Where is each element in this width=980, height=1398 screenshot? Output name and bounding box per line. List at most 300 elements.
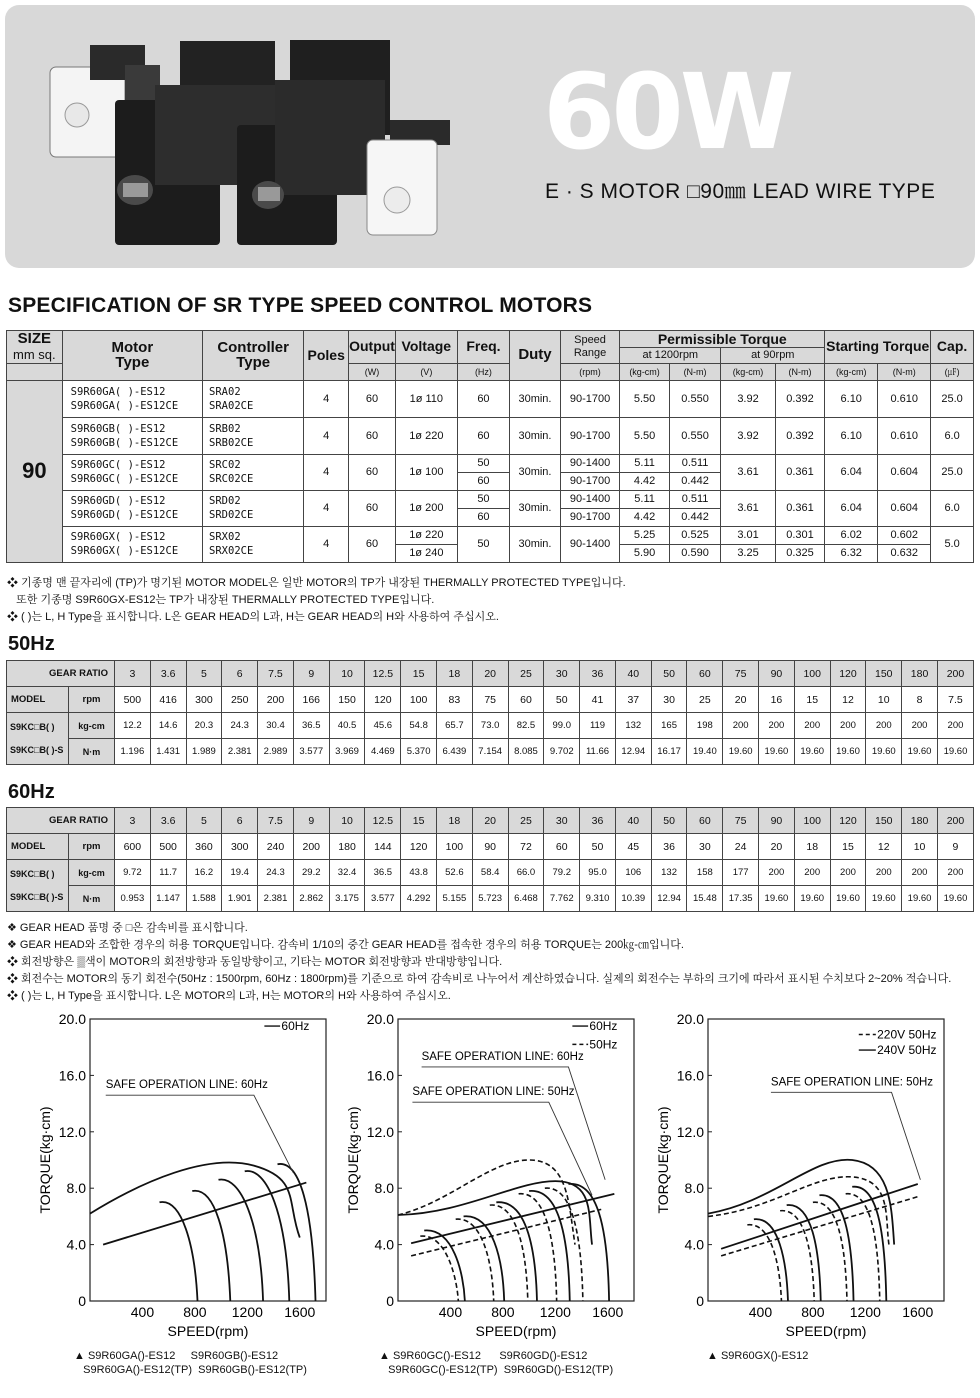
- spec-table: [6, 330, 974, 563]
- spec-row: [7, 526, 974, 544]
- spec-row: [7, 454, 974, 472]
- ratio-cell: 7.5: [937, 687, 973, 713]
- ratio-cell: 90: [472, 834, 508, 860]
- ratio-cell: 2.381: [222, 739, 258, 765]
- ratio-cell: 19.4: [222, 860, 258, 886]
- ratio-cell: 3.969: [329, 739, 365, 765]
- model-name: S9KC□B( ): [10, 721, 55, 732]
- y-tick-label: 12.0: [676, 1123, 704, 1140]
- speed-value: 90-1400: [560, 454, 620, 472]
- torque-curve-main: [90, 1163, 300, 1238]
- note-line: ❖ GEAR HEAD 품명 중 □은 감속비를 표시합니다.: [7, 922, 248, 934]
- ratio-cell: 158: [687, 860, 723, 886]
- ratio-cell: 7.5: [258, 661, 294, 687]
- poles-value: 4: [304, 417, 349, 454]
- torque-graph-2: [338, 1005, 638, 1345]
- ratio-cell: 37: [615, 687, 651, 713]
- hdr-permissible-torque: Permissible Torque: [620, 331, 825, 348]
- torque-graph-1: [30, 1005, 330, 1345]
- hdr-size: SIZE mm sq.: [7, 331, 63, 364]
- ratio-cell: 25: [508, 808, 544, 834]
- motor-type: S9R60GX( )-ES12CE: [70, 545, 179, 557]
- note-line: ❖ 기종명 맨 끝자리에 (TP)가 명기된 MOTOR MODEL은 일반 MOTOR의 TP가 내장된 THERMALLY PROTECTED TYPE입니다.: [7, 577, 626, 589]
- y-tick-label: 8.0: [684, 1180, 704, 1197]
- starting-torque-nm: 0.604: [878, 490, 931, 526]
- safe-line-pointer: [771, 1092, 920, 1179]
- ratio-cell: 6.439: [437, 739, 473, 765]
- torque-90-nm: 0.325: [775, 544, 825, 562]
- x-tick-label: 800: [801, 1304, 825, 1320]
- controller-type: SRA02: [209, 385, 241, 398]
- torque-1200-nm: 0.525: [669, 526, 720, 544]
- ratio-cell: 95.0: [580, 860, 616, 886]
- load-curve: [787, 1205, 821, 1301]
- ratio-cell: 72: [508, 834, 544, 860]
- controller-type-cell: [203, 490, 304, 526]
- hdr-kgcm-1200: (kg-cm): [620, 363, 670, 380]
- ratio-cell: 180: [902, 661, 938, 687]
- hdr-at-1200: at 1200rpm: [620, 348, 721, 363]
- hdr-freq-unit: (Hz): [457, 363, 510, 380]
- ratio-cell: 50: [580, 834, 616, 860]
- y-tick-label: 4.0: [66, 1236, 86, 1253]
- freq-value: 60: [457, 417, 510, 454]
- y-tick-label: 20.0: [58, 1011, 86, 1027]
- safe-line-label: SAFE OPERATION LINE: 60Hz: [105, 1079, 268, 1092]
- hdr-starting-torque: Starting Torque: [825, 331, 931, 364]
- ratio-cell: 12.5: [365, 661, 401, 687]
- controller-type-cell: [203, 454, 304, 490]
- ratio-cell: 10: [902, 834, 938, 860]
- y-tick-label: 16.0: [676, 1067, 704, 1084]
- ratio-cell: 11.66: [580, 739, 616, 765]
- spec-row: [7, 490, 974, 508]
- ratio-cell: 5: [186, 808, 222, 834]
- ratio-cell: 198: [687, 713, 723, 739]
- starting-torque-kgcm: 6.32: [825, 544, 878, 562]
- ratio-cell: 3.175: [329, 886, 365, 912]
- freq-value: 50: [457, 454, 510, 472]
- ratio-cell: 75: [723, 808, 759, 834]
- legend-label: 220V 50Hz: [877, 1027, 937, 1042]
- hero-banner: [5, 5, 975, 268]
- ratio-cell: 6: [222, 661, 258, 687]
- legend-label: 60Hz: [281, 1019, 310, 1034]
- ratio-cell: 3.6: [150, 808, 186, 834]
- ratio-cell: 7.762: [544, 886, 580, 912]
- torque-1200-kgcm: 5.25: [620, 526, 670, 544]
- note-line: ❖ GEAR HEAD와 조합한 경우의 허용 TORQUE입니다. 감속비 1/10의 중간 GEAR HEAD를 접속한 경우의 허용 TORQUE는 200㎏-㎝입니다.: [7, 939, 684, 951]
- notes-gear: [7, 920, 951, 1005]
- ratio-cell: 2.989: [258, 739, 294, 765]
- torque-90-kgcm: 3.92: [721, 380, 775, 417]
- hdr-voltage-unit: (V): [395, 363, 457, 380]
- controller-type-cell: [203, 526, 304, 562]
- ratio-cell: 10: [866, 687, 902, 713]
- controller-type: SRA02CE: [209, 399, 254, 412]
- ratio-cell: 5.370: [401, 739, 437, 765]
- ratio-cell: 9: [293, 661, 329, 687]
- ratio-cell: 75: [472, 687, 508, 713]
- ratio-cell: 250: [222, 687, 258, 713]
- ratio-cell: 177: [723, 860, 759, 886]
- ratio-cell: 16.2: [186, 860, 222, 886]
- ratio-cell: 60: [544, 834, 580, 860]
- ratio-cell: 200: [937, 860, 973, 886]
- ratio-cell: 3: [114, 661, 150, 687]
- note-line: ❖ 회전수는 MOTOR의 동기 회전수(50Hz : 1500rpm, 60Hz : 1800rpm)를 기준으로 하여 감속비로 나누어서 계산하였습니다. 실제의 회전수는 부하의 크기에 따라서 표시된 수치보다 2~20% 적습니다.: [7, 973, 952, 985]
- ratio-cell: 90: [759, 661, 795, 687]
- hdr-cap: Cap.: [931, 331, 974, 364]
- safe-operation-line-240v: [721, 1184, 918, 1249]
- ratio-cell: 166: [293, 687, 329, 713]
- torque-90-kgcm: 3.25: [721, 544, 775, 562]
- ratio-row-rpm: [7, 687, 974, 713]
- ratio-cell: 73.0: [472, 713, 508, 739]
- x-axis-label: SPEED(rpm): [475, 1323, 557, 1339]
- torque-90-nm: 0.392: [775, 417, 825, 454]
- ratio-cell: 600: [114, 834, 150, 860]
- ratio-cell: 200: [830, 860, 866, 886]
- ratio-cell: 12.94: [651, 886, 687, 912]
- rpm-label: rpm: [68, 687, 114, 713]
- notes-spec: [7, 575, 626, 626]
- ratio-cell: 100: [401, 687, 437, 713]
- ratio-cell: 7.154: [472, 739, 508, 765]
- ratio-cell: 132: [651, 860, 687, 886]
- ratio-cell: 20: [759, 834, 795, 860]
- y-tick-label: 16.0: [366, 1067, 394, 1084]
- ratio-cell: 58.4: [472, 860, 508, 886]
- ratio-cell: 1.431: [150, 739, 186, 765]
- ratio-cell: 200: [759, 860, 795, 886]
- controller-type-cell: [203, 380, 304, 417]
- ratio-cell: 32.4: [329, 860, 365, 886]
- ratio-cell: 19.60: [866, 739, 902, 765]
- freq-value: 60: [457, 508, 510, 526]
- ratio-cell: 119: [580, 713, 616, 739]
- voltage-value: 1ø 220: [395, 417, 457, 454]
- torque-90-kgcm: 3.92: [721, 417, 775, 454]
- ratio-cell: 165: [651, 713, 687, 739]
- y-tick-label: 8.0: [374, 1180, 394, 1197]
- graph3-caption: ▲ S9R60GX()-ES12: [707, 1350, 809, 1362]
- ratio-cell: 60: [687, 808, 723, 834]
- torque-90-kgcm: 3.61: [721, 454, 775, 490]
- hdr-voltage: Voltage: [395, 331, 457, 364]
- motor-type-cell: [62, 380, 202, 417]
- load-curve-dashed: [545, 1188, 583, 1301]
- x-tick-label: 800: [183, 1304, 207, 1320]
- x-tick-label: 1600: [902, 1304, 934, 1320]
- ratio-cell: 100: [794, 661, 830, 687]
- freq-value: 50: [457, 526, 510, 562]
- ratio-cell: 1.196: [114, 739, 150, 765]
- torque-1200-kgcm: 4.42: [620, 472, 670, 490]
- ratio-row-nm: [7, 886, 974, 912]
- ratio-cell: 416: [150, 687, 186, 713]
- ratio-cell: 132: [615, 713, 651, 739]
- torque-graph-3: [648, 1005, 948, 1345]
- ratio-cell: 200: [866, 713, 902, 739]
- safe-operation-line-60hz: [411, 1194, 614, 1243]
- output-value: 60: [349, 490, 396, 526]
- ratio-cell: 5.723: [472, 886, 508, 912]
- ratio-cell: 4.469: [365, 739, 401, 765]
- ratio-cell: 19.60: [830, 886, 866, 912]
- ratio-cell: 18: [437, 661, 473, 687]
- torque-1200-nm: 0.511: [669, 490, 720, 508]
- hdr-nm-start: (N-m): [878, 363, 931, 380]
- ratio-cell: 20: [472, 808, 508, 834]
- note-line: ❖ ( )는 L, H Type을 표시합니다. L은 GEAR HEAD의 L과, H는 GEAR HEAD의 H와 사용하여 주십시오.: [7, 611, 499, 623]
- ratio-cell: 29.2: [293, 860, 329, 886]
- ratio-cell: 200: [258, 687, 294, 713]
- output-value: 60: [349, 417, 396, 454]
- freq-value: 60: [457, 380, 510, 417]
- voltage-value: 1ø 200: [395, 490, 457, 526]
- ratio-cell: 2.862: [293, 886, 329, 912]
- ratio-cell: 200: [937, 713, 973, 739]
- ratio-cell: 24: [723, 834, 759, 860]
- ratio-cell: 25: [687, 687, 723, 713]
- ratio-cell: 54.8: [401, 713, 437, 739]
- torque-90-nm: 0.392: [775, 380, 825, 417]
- ratio-cell: 120: [830, 808, 866, 834]
- starting-torque-kgcm: 6.02: [825, 526, 878, 544]
- ratio-cell: 9.702: [544, 739, 580, 765]
- ratio-cell: 200: [902, 860, 938, 886]
- ratio-cell: 18: [437, 808, 473, 834]
- ratio-cell: 45: [615, 834, 651, 860]
- voltage-value: 1ø 110: [395, 380, 457, 417]
- load-curve: [568, 1184, 609, 1301]
- safe-operation-line: [103, 1183, 306, 1245]
- ratio-row-rpm: [7, 834, 974, 860]
- ratio-cell: 2.381: [258, 886, 294, 912]
- ratio-cell: 9.72: [114, 860, 150, 886]
- ratio-cell: 10.39: [615, 886, 651, 912]
- ratio-cell: 15.48: [687, 886, 723, 912]
- ratio-cell: 40: [615, 808, 651, 834]
- ratio-table-50hz: [6, 660, 974, 765]
- ratio-cell: 12: [830, 687, 866, 713]
- ratio-cell: 52.6: [437, 860, 473, 886]
- ratio-cell: 19.60: [937, 886, 973, 912]
- y-tick-label: 0: [78, 1293, 86, 1309]
- safe-line-label: SAFE OPERATION LINE: 50Hz: [412, 1086, 575, 1099]
- torque-90-nm: 0.361: [775, 490, 825, 526]
- capacitor-value: 6.0: [931, 417, 974, 454]
- speed-value: 90-1700: [560, 417, 620, 454]
- kgcm-label: kg-cm: [68, 713, 114, 739]
- motor-type: S9R60GA( )-ES12CE: [70, 399, 179, 412]
- ratio-cell: 30: [651, 687, 687, 713]
- nm-label: N·m: [68, 886, 114, 912]
- capacitor-value: 25.0: [931, 380, 974, 417]
- ratio-cell: 99.0: [544, 713, 580, 739]
- voltage-value: 1ø 100: [395, 454, 457, 490]
- ratio-cell: 11.7: [150, 860, 186, 886]
- starting-torque-nm: 0.610: [878, 380, 931, 417]
- load-curve: [529, 1191, 570, 1301]
- torque-1200-nm: 0.550: [669, 380, 720, 417]
- ratio-cell: 106: [615, 860, 651, 886]
- torque-1200-kgcm: 4.42: [620, 508, 670, 526]
- ratio-cell: 500: [114, 687, 150, 713]
- safe-line-label: SAFE OPERATION LINE: 50Hz: [770, 1076, 934, 1089]
- ratio-cell: 36: [580, 808, 616, 834]
- ratio-cell: 79.2: [544, 860, 580, 886]
- ratio-cell: 180: [329, 834, 365, 860]
- y-tick-label: 20.0: [366, 1011, 394, 1027]
- ratio-cell: 25: [508, 661, 544, 687]
- note-line: ❖ ( )는 L, H Type을 표시합니다. L은 MOTOR의 L과, H는 MOTOR의 H와 사용하여 주십시오.: [7, 990, 451, 1002]
- torque-1200-kgcm: 5.50: [620, 380, 670, 417]
- ratio-cell: 82.5: [508, 713, 544, 739]
- x-tick-label: 1600: [284, 1304, 316, 1320]
- safe-line-pointer: [422, 1067, 606, 1180]
- ratio-cell: 19.60: [723, 739, 759, 765]
- starting-torque-kgcm: 6.04: [825, 454, 878, 490]
- ratio-cell: 200: [937, 808, 973, 834]
- motor-type-cell: [62, 454, 202, 490]
- ratio-cell: 18: [794, 834, 830, 860]
- torque-90-nm: 0.301: [775, 526, 825, 544]
- y-tick-label: 12.0: [58, 1123, 86, 1140]
- ratio-cell: 60: [508, 687, 544, 713]
- ratio-cell: 6: [222, 808, 258, 834]
- model-label: MODEL: [7, 687, 69, 713]
- starting-torque-nm: 0.604: [878, 454, 931, 490]
- ratio-cell: 6.468: [508, 886, 544, 912]
- ratio-cell: 60: [687, 661, 723, 687]
- y-axis-label: TORQUE(kg·cm): [655, 1106, 671, 1214]
- size-value: 90: [7, 380, 63, 562]
- gear-ratio-label: GEAR RATIO: [7, 808, 115, 834]
- starting-torque-kgcm: 6.10: [825, 417, 878, 454]
- hdr-size-unit: [7, 363, 63, 380]
- torque-1200-nm: 0.550: [669, 417, 720, 454]
- spec-section-title: SPECIFICATION OF SR TYPE SPEED CONTROL MOTORS: [8, 294, 593, 317]
- gear-ratio-label: GEAR RATIO: [7, 661, 115, 687]
- ratio-cell: 50: [651, 808, 687, 834]
- safe-line-pointer: [106, 1095, 293, 1173]
- freq-value: 60: [457, 472, 510, 490]
- y-tick-label: 12.0: [366, 1123, 394, 1140]
- speed-value: 90-1400: [560, 526, 620, 562]
- ratio-cell: 36.5: [293, 713, 329, 739]
- hdr-output: Output: [349, 331, 396, 364]
- output-value: 60: [349, 380, 396, 417]
- ratio-cell: 3.577: [293, 739, 329, 765]
- ratio-row-ratios: [7, 808, 974, 834]
- model-names: [7, 860, 69, 912]
- ratio-cell: 20: [472, 661, 508, 687]
- hdr-speed-unit: (rpm): [560, 363, 620, 380]
- starting-torque-nm: 0.632: [878, 544, 931, 562]
- capacitor-value: 6.0: [931, 490, 974, 526]
- ratio-cell: 8: [902, 687, 938, 713]
- ratio-cell: 12.2: [114, 713, 150, 739]
- graph2-caption: ▲ S9R60GC()-ES12 S9R60GD()-ES12 S9R60GC()-ES12(TP) S9R60GD()-ES12(TP): [379, 1350, 614, 1376]
- ratio-cell: 24.3: [258, 860, 294, 886]
- ratio-cell: 20.3: [186, 713, 222, 739]
- ratio-cell: 7.5: [258, 808, 294, 834]
- ratio-cell: 1.588: [186, 886, 222, 912]
- ratio-cell: 9.310: [580, 886, 616, 912]
- ratio-cell: 100: [794, 808, 830, 834]
- speed-value: 90-1700: [560, 508, 620, 526]
- y-tick-label: 4.0: [684, 1236, 704, 1253]
- ratio-cell: 19.60: [830, 739, 866, 765]
- ratio-cell: 40.5: [329, 713, 365, 739]
- torque-1200-kgcm: 5.50: [620, 417, 670, 454]
- controller-type: SRC02CE: [209, 473, 254, 485]
- ratio-cell: 1.901: [222, 886, 258, 912]
- ratio-cell: 36: [580, 661, 616, 687]
- ratio-cell: 15: [401, 661, 437, 687]
- torque-90-kgcm: 3.01: [721, 526, 775, 544]
- ratio-cell: 3.6: [150, 661, 186, 687]
- torque-1200-nm: 0.442: [669, 508, 720, 526]
- ratio-cell: 19.60: [866, 886, 902, 912]
- ratio-cell: 19.60: [794, 739, 830, 765]
- ratio-cell: 12: [866, 834, 902, 860]
- ratio-cell: 36.5: [365, 860, 401, 886]
- hdr-nm-90: (N-m): [775, 363, 825, 380]
- ratio-cell: 144: [365, 834, 401, 860]
- ratio-cell: 200: [830, 713, 866, 739]
- y-tick-label: 20.0: [676, 1011, 704, 1027]
- torque-1200-nm: 0.590: [669, 544, 720, 562]
- ratio-cell: 16: [759, 687, 795, 713]
- duty-value: 30min.: [510, 490, 561, 526]
- hdr-freq: Freq.: [457, 331, 510, 364]
- spec-body: [7, 380, 974, 562]
- ratio-cell: 120: [401, 834, 437, 860]
- hdr-speed-range: Speed Range: [560, 331, 620, 364]
- model-name: S9KC□B( ): [10, 868, 55, 879]
- ratio-cell: 19.60: [902, 886, 938, 912]
- hdr-at-90: at 90rpm: [721, 348, 825, 363]
- y-axis-label: TORQUE(kg·cm): [345, 1106, 361, 1214]
- torque-1200-kgcm: 5.90: [620, 544, 670, 562]
- kgcm-label: kg-cm: [68, 860, 114, 886]
- safe-operation-line-220v: [721, 1197, 918, 1256]
- ratio-cell: 200: [293, 834, 329, 860]
- ratio-cell: 150: [329, 687, 365, 713]
- torque-90-kgcm: 3.61: [721, 490, 775, 526]
- ratio-cell: 200: [794, 713, 830, 739]
- nm-label: N·m: [68, 739, 114, 765]
- hdr-cap-unit: (㎌): [931, 363, 974, 380]
- hero-subtitle: E · S MOTOR □90㎜ LEAD WIRE TYPE: [545, 180, 936, 203]
- ratio-cell: 15: [401, 808, 437, 834]
- torque-1200-kgcm: 5.11: [620, 454, 670, 472]
- ratio-cell: 20: [723, 687, 759, 713]
- starting-torque-kgcm: 6.10: [825, 380, 878, 417]
- legend-label: 240V 50Hz: [877, 1043, 937, 1058]
- ratio-cell: 45.6: [365, 713, 401, 739]
- ratio-cell: 14.6: [150, 713, 186, 739]
- ratio-cell: 30: [544, 661, 580, 687]
- x-tick-label: 1200: [231, 1304, 263, 1320]
- duty-value: 30min.: [510, 526, 561, 562]
- ratio-cell: 12.94: [615, 739, 651, 765]
- x-tick-label: 400: [748, 1304, 773, 1320]
- ratio-cell: 3: [114, 808, 150, 834]
